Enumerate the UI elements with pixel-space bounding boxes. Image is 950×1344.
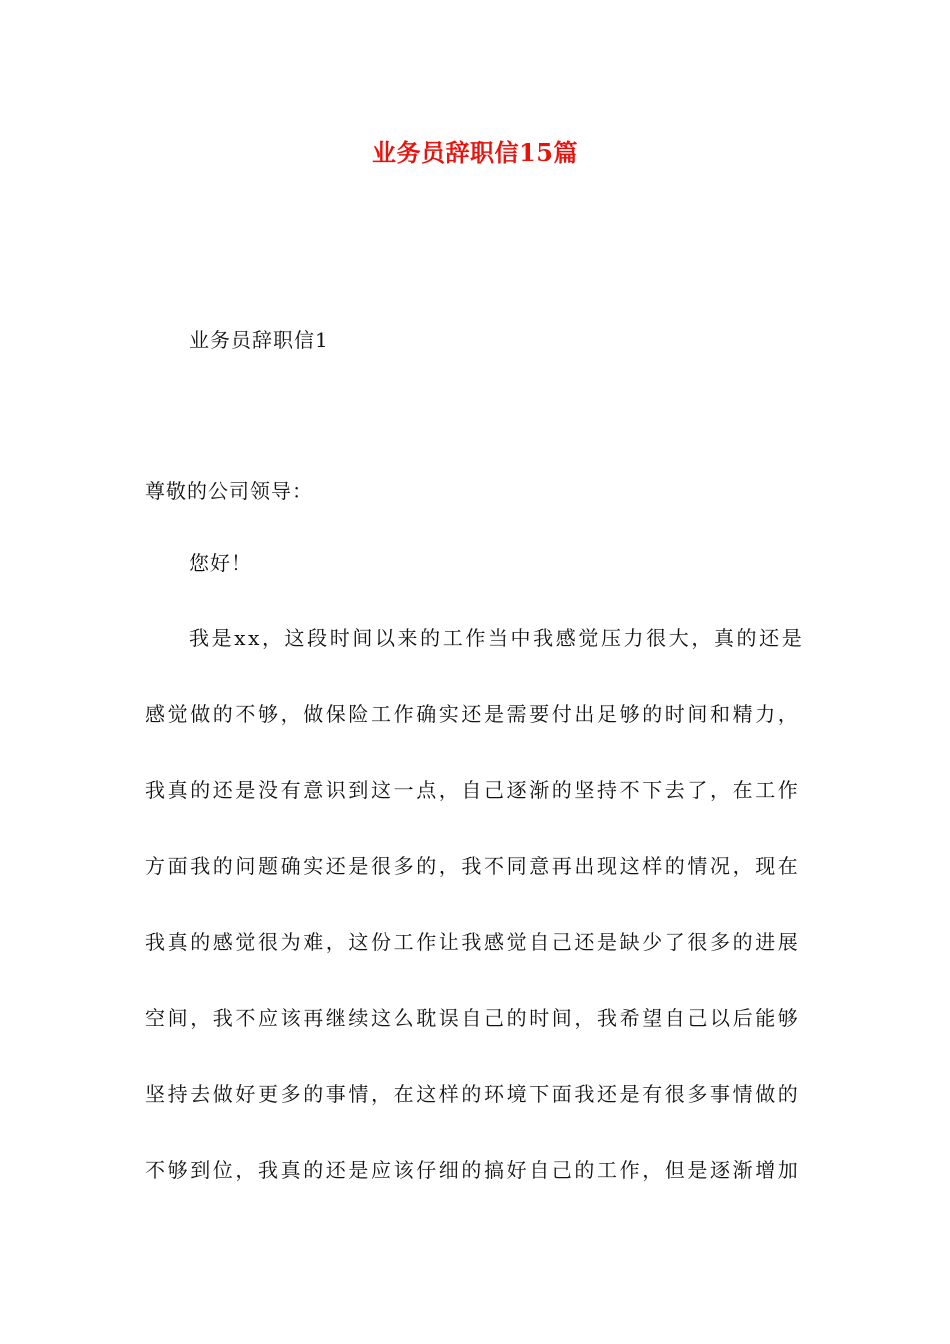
body-line: 不够到位，我真的还是应该仔细的搞好自己的工作，但是逐渐增加: [145, 1158, 801, 1182]
salutation: 尊敬的公司领导：: [145, 479, 313, 503]
body-paragraph: [145, 620, 807, 1228]
body-line: 我是xx，这段时间以来的工作当中我感觉压力很大，真的还是: [189, 626, 805, 650]
body-line: 坚持去做好更多的事情，在这样的环境下面我还是有很多事情做的: [145, 1082, 801, 1106]
body-line: 我真的还是没有意识到这一点，自己逐渐的坚持不下去了，在工作: [145, 778, 801, 802]
greeting: 您好！: [189, 551, 252, 575]
document-title: 业务员辞职信15篇: [372, 138, 578, 167]
body-line: 空间，我不应该再继续这么耽误自己的时间，我希望自己以后能够: [145, 1006, 801, 1030]
body-line: 方面我的问题确实还是很多的，我不同意再出现这样的情况，现在: [145, 854, 801, 878]
body-line: 我真的感觉很为难，这份工作让我感觉自己还是缺少了很多的进展: [145, 930, 801, 954]
body-line: 感觉做的不够，做保险工作确实还是需要付出足够的时间和精力，: [145, 702, 801, 726]
section-heading: 业务员辞职信1: [189, 328, 329, 352]
